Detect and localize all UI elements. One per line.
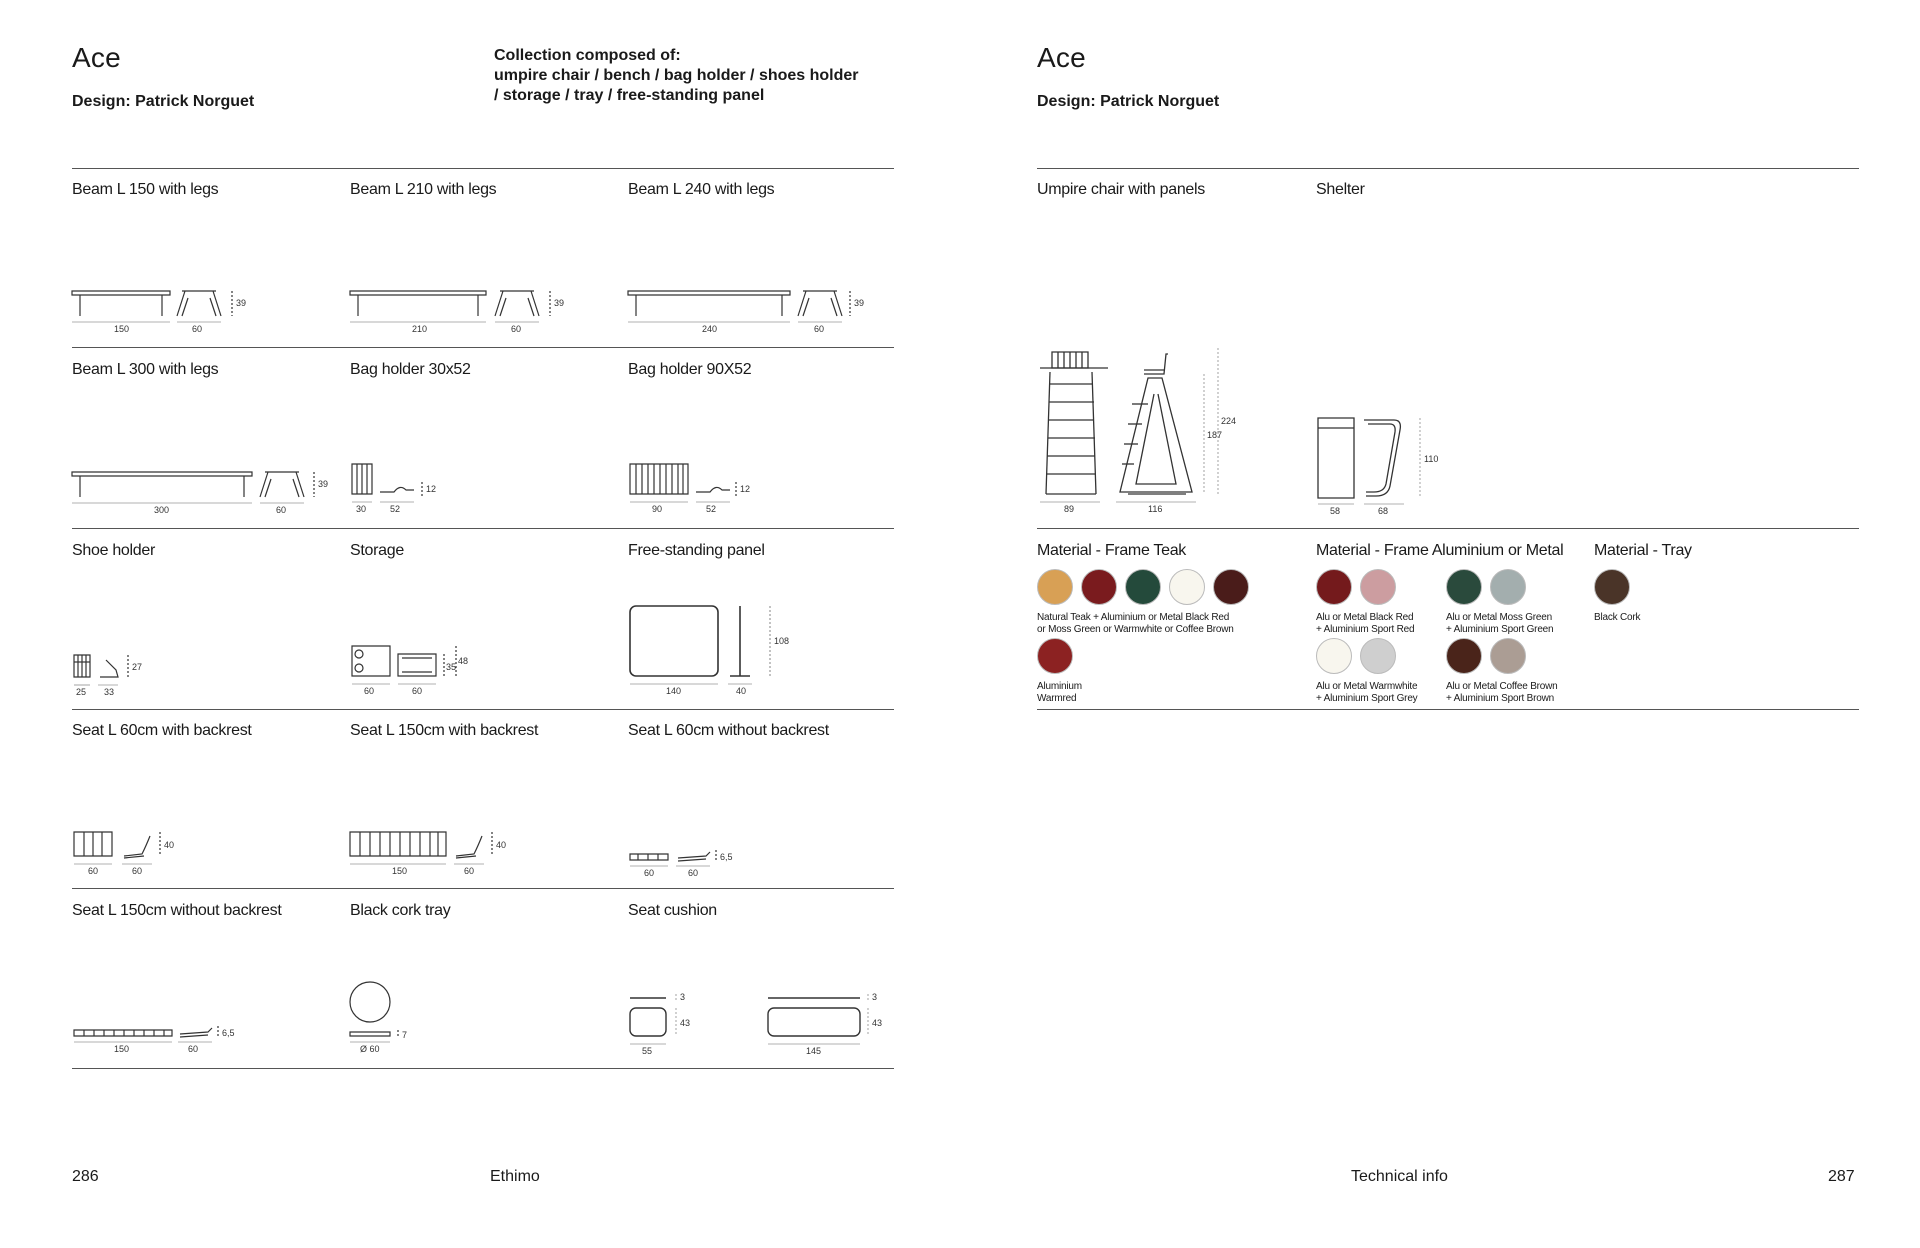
dim-label: 33 [104, 687, 115, 697]
shoe-holder-drawing [72, 652, 162, 700]
right-bottom-rule [1037, 709, 1859, 710]
umpire-chair-drawing [1036, 344, 1236, 516]
swatch-alu-black-red [1316, 569, 1352, 605]
cell-label-seat-150-backrest: Seat L 150cm with backrest [350, 722, 539, 739]
left-page-number: 286 [72, 1168, 99, 1185]
dim-label: 30 [356, 504, 367, 514]
alu-pair-caption [1446, 612, 1553, 636]
dim-label: Ø 60 [360, 1044, 380, 1054]
swatch-sport-brown [1490, 638, 1526, 674]
seat-60-no-backrest-drawing [628, 842, 748, 882]
bag-holder-30-drawing [350, 462, 450, 518]
cell-label-seat-60-backrest: Seat L 60cm with backrest [72, 722, 252, 739]
dim-label: 150 [392, 866, 408, 876]
brand-name: Ethimo [490, 1168, 540, 1185]
dim-label: 35 [446, 662, 457, 672]
cell-label-black-cork-tray: Black cork tray [350, 902, 451, 919]
cell-label-beam-210: Beam L 210 with legs [350, 181, 497, 198]
collection-line-2: umpire chair / bench / bag holder / shoes holder [494, 67, 859, 84]
free-standing-panel-drawing [628, 602, 788, 702]
dim-label: 90 [652, 504, 663, 514]
cell-label-shoe-holder: Shoe holder [72, 542, 155, 559]
alu-pair-caption [1446, 681, 1558, 705]
cell-label-beam-240: Beam L 240 with legs [628, 181, 775, 198]
alu-pair-caption [1316, 681, 1417, 705]
cell-label-free-standing-panel: Free-standing panel [628, 542, 765, 559]
dim-label: 60 [511, 324, 522, 334]
caption-line: Aluminium [1037, 681, 1082, 692]
caption-line: + Aluminium Sport Green [1446, 624, 1554, 635]
caption-line: Alu or Metal Warmwhite [1316, 681, 1418, 692]
alu-pair-caption [1316, 612, 1414, 636]
swatch-aluminium-warmred [1037, 638, 1073, 674]
dim-label: 116 [1148, 504, 1163, 514]
swatch-sport-red [1360, 569, 1396, 605]
swatch-alu-warmwhite [1316, 638, 1352, 674]
material-aluminium-label: Material - Frame Aluminium or Metal [1316, 542, 1564, 559]
dim-label: 60 [364, 686, 375, 696]
swatch-sport-grey [1360, 638, 1396, 674]
section-name: Technical info [1351, 1168, 1448, 1185]
dim-label: 52 [706, 504, 717, 514]
left-bottom-rule [72, 1068, 894, 1069]
dim-label: 40 [736, 686, 747, 696]
left-top-rule [72, 168, 894, 169]
dim-label: 60 [88, 866, 99, 876]
beam-210-drawing [350, 288, 570, 338]
cell-label-storage: Storage [350, 542, 404, 559]
cell-label-beam-150: Beam L 150 with legs [72, 181, 219, 198]
seat-150-no-backrest-drawing [72, 1018, 242, 1058]
left-row-rule-3 [72, 709, 894, 710]
dim-label: 110 [1424, 454, 1439, 464]
cell-label-seat-150-no-backrest: Seat L 150cm without backrest [72, 902, 282, 919]
dim-label: 40 [496, 840, 507, 850]
cell-label-seat-60-no-backrest: Seat L 60cm without backrest [628, 722, 829, 739]
caption-line: Alu or Metal Coffee Brown [1446, 681, 1558, 692]
dim-label: 60 [814, 324, 825, 334]
black-cork-tray-drawing [348, 980, 428, 1058]
dim-label: 39 [854, 298, 865, 308]
cell-label-shelter: Shelter [1316, 181, 1365, 198]
dim-label: 60 [188, 1044, 199, 1054]
right-page-number: 287 [1828, 1168, 1855, 1185]
storage-drawing [350, 642, 480, 700]
dim-label: 3 [680, 992, 686, 1002]
dim-label: 150 [114, 324, 130, 334]
material-teak-label: Material - Frame Teak [1037, 542, 1187, 559]
caption-line: + Aluminium Sport Grey [1316, 693, 1418, 704]
caption-line: Alu or Metal Black Red [1316, 612, 1414, 623]
beam-150-drawing [72, 288, 272, 338]
dim-label: 6,5 [222, 1028, 235, 1038]
shelter-drawing [1316, 414, 1439, 518]
dim-label: 108 [774, 636, 790, 646]
dim-label: 48 [458, 656, 469, 666]
dim-label: 140 [666, 686, 682, 696]
caption-line: Alu or Metal Moss Green [1446, 612, 1552, 623]
dim-label: 12 [426, 484, 437, 494]
cell-label-beam-300: Beam L 300 with legs [72, 361, 219, 378]
dim-label: 58 [1330, 506, 1341, 516]
dim-label: 6,5 [720, 852, 733, 862]
seat-cushion-drawing [628, 990, 888, 1060]
dim-label: 43 [872, 1018, 883, 1028]
caption-line: + Aluminium Sport Red [1316, 624, 1415, 635]
dim-label: 150 [114, 1044, 130, 1054]
dim-label: 300 [154, 505, 170, 515]
swatch-coffee-brown [1213, 569, 1249, 605]
collection-line-1: Collection composed of: [494, 47, 681, 64]
swatch-black-cork [1594, 569, 1630, 605]
dim-label: 224 [1221, 416, 1237, 426]
caption-line: or Moss Green or Warmwhite or Coffee Brown [1037, 624, 1234, 635]
swatch-warmwhite [1169, 569, 1205, 605]
material-tray-label: Material - Tray [1594, 542, 1692, 559]
dim-label: 60 [192, 324, 203, 334]
dim-label: 43 [680, 1018, 691, 1028]
dim-label: 60 [688, 868, 699, 878]
dim-label: 68 [1378, 506, 1389, 516]
dim-label: 12 [740, 484, 751, 494]
dim-label: 39 [554, 298, 565, 308]
dim-label: 60 [644, 868, 655, 878]
beam-240-drawing [628, 288, 865, 338]
cell-label-bag-holder-90: Bag holder 90X52 [628, 361, 752, 378]
right-mid-rule [1037, 528, 1859, 529]
bag-holder-90-drawing [628, 462, 758, 518]
dim-label: 145 [806, 1046, 822, 1056]
right-designer: Design: Patrick Norguet [1037, 93, 1220, 110]
teak-caption [1037, 612, 1234, 636]
swatch-sport-green [1490, 569, 1526, 605]
left-page-title: Ace [72, 42, 121, 73]
swatch-moss-green [1125, 569, 1161, 605]
seat-60-backrest-drawing [72, 828, 192, 878]
tray-caption: Black Cork [1594, 612, 1641, 623]
dim-label: 39 [318, 479, 329, 489]
dim-label: 60 [464, 866, 475, 876]
caption-line: + Aluminium Sport Brown [1446, 693, 1554, 704]
left-row-rule-1 [72, 347, 894, 348]
collection-line-3: / storage / tray / free-standing panel [494, 87, 765, 104]
dim-label: 27 [132, 662, 143, 672]
swatch-natural-teak [1037, 569, 1073, 605]
dim-label: 39 [236, 298, 247, 308]
caption-line: Warmred [1037, 693, 1077, 704]
dim-label: 25 [76, 687, 87, 697]
cell-label-seat-cushion: Seat cushion [628, 902, 717, 919]
dim-label: 187 [1207, 430, 1223, 440]
warmred-caption [1037, 681, 1082, 705]
seat-150-backrest-drawing [348, 828, 528, 878]
dim-label: 240 [702, 324, 718, 334]
dim-label: 60 [276, 505, 287, 515]
collection-description [494, 46, 859, 106]
dim-label: 60 [132, 866, 143, 876]
dim-label: 210 [412, 324, 428, 334]
swatch-alu-coffee-brown [1446, 638, 1482, 674]
caption-line: Natural Teak + Aluminium or Metal Black Red [1037, 612, 1230, 623]
beam-300-drawing [72, 469, 332, 519]
swatch-black-red [1081, 569, 1117, 605]
dim-label: 60 [412, 686, 423, 696]
dim-label: 55 [642, 1046, 653, 1056]
left-designer: Design: Patrick Norguet [72, 93, 255, 110]
dim-label: 52 [390, 504, 401, 514]
right-top-rule [1037, 168, 1859, 169]
swatch-alu-moss-green [1446, 569, 1482, 605]
cell-label-bag-holder-30: Bag holder 30x52 [350, 361, 471, 378]
right-page-title: Ace [1037, 42, 1086, 73]
left-row-rule-2 [72, 528, 894, 529]
dim-label: 89 [1064, 504, 1075, 514]
dim-label: 7 [402, 1030, 408, 1040]
dim-label: 40 [164, 840, 175, 850]
left-row-rule-4 [72, 888, 894, 889]
dim-label: 3 [872, 992, 878, 1002]
cell-label-umpire-chair: Umpire chair with panels [1037, 181, 1205, 198]
